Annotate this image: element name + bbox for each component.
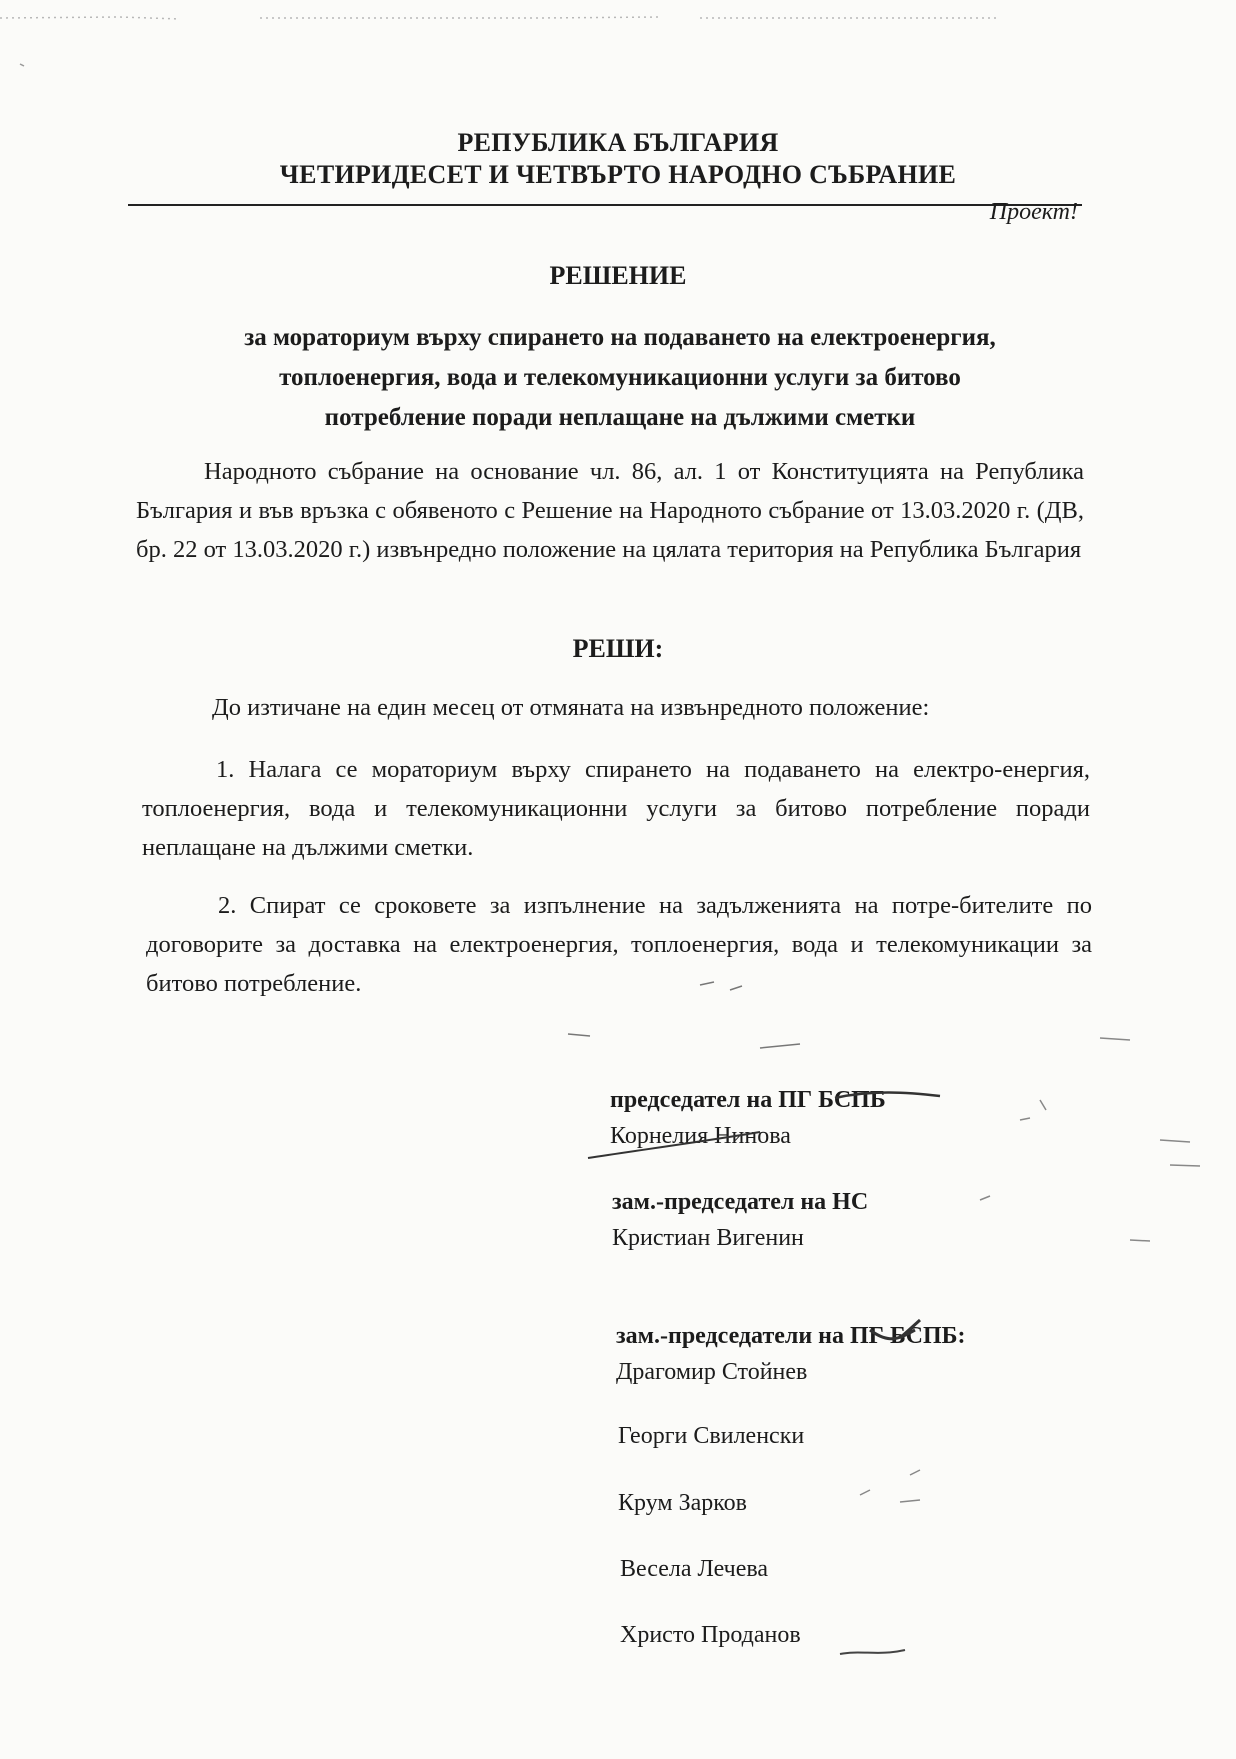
signatory-block-2 (612, 1184, 868, 1256)
subtitle-line: за мораториум върху спирането на подаването на електроенергия, (244, 324, 996, 351)
signatory-name: Христо Проданов (620, 1622, 801, 1648)
signatory-block-3 (616, 1318, 966, 1390)
signatory-name-row (618, 1485, 747, 1521)
decision-subtitle (160, 318, 1080, 438)
signatory-name: Кристиан Вигенин (612, 1225, 804, 1251)
signatory-name: Весела Лечева (620, 1556, 769, 1582)
point-2-paragraph: 2. Спират се сроковете за изпълнение на задълженията на потре-бителите по договорите за доставка на електроенергия, топлоенергия, вода и телекомуникации за битово потребление. (146, 892, 1092, 997)
signatory-role: зам.-председател на НС (612, 1189, 869, 1215)
signatory-role: председател на ПГ БСПБ (610, 1087, 886, 1113)
header-assembly: ЧЕТИРИДЕСЕТ И ЧЕТВЪРТО НАРОДНО СЪБРАНИЕ (279, 160, 957, 189)
preamble-paragraph: Народното събрание на основание чл. 86, ал. 1 от Конституцията на Република България и във връзка с обявеното с Решение на Народното събрание от 13.03.2020 г. (ДВ, бр. 22 от 13.03.2020 г.) извънредно положение на цялата територия на Република България (136, 458, 1084, 563)
signatory-name: Крум Зарков (618, 1490, 748, 1516)
resolves-heading: РЕШИ: (572, 634, 664, 663)
signatory-name-row (620, 1551, 768, 1587)
draft-label: Проект! (989, 199, 1078, 225)
decision-title: РЕШЕНИЕ (549, 261, 687, 290)
subtitle-line: потребление поради неплащане на дължими сметки (324, 404, 916, 431)
signatory-role: зам.-председатели на ПГ БСПБ: (616, 1323, 966, 1349)
signatory-name-row (620, 1617, 801, 1653)
signatory-name: Георги Свиленски (618, 1423, 805, 1449)
signatory-name: Драгомир Стойнев (616, 1359, 808, 1385)
signatory-block-1 (610, 1082, 886, 1154)
subtitle-line: топлоенергия, вода и телекомуникационни услуги за битово (279, 364, 961, 391)
header-rule (128, 204, 1082, 206)
signatory-name: Корнелия Нинова (610, 1123, 791, 1149)
signatory-name-row (618, 1418, 804, 1454)
header-country: РЕПУБЛИКА БЪЛГАРИЯ (457, 128, 779, 157)
scan-noise-top (0, 14, 1236, 22)
point-1-paragraph: 1. Налага се мораториум върху спирането на подаването на електро-енергия, топлоенергия, вода и телекомуникационни услуги за битово потребление поради неплащане на дължими сметки. (142, 756, 1090, 861)
intro-paragraph: До изтичане на един месец от отмяната на извънредното положение: (212, 694, 930, 721)
